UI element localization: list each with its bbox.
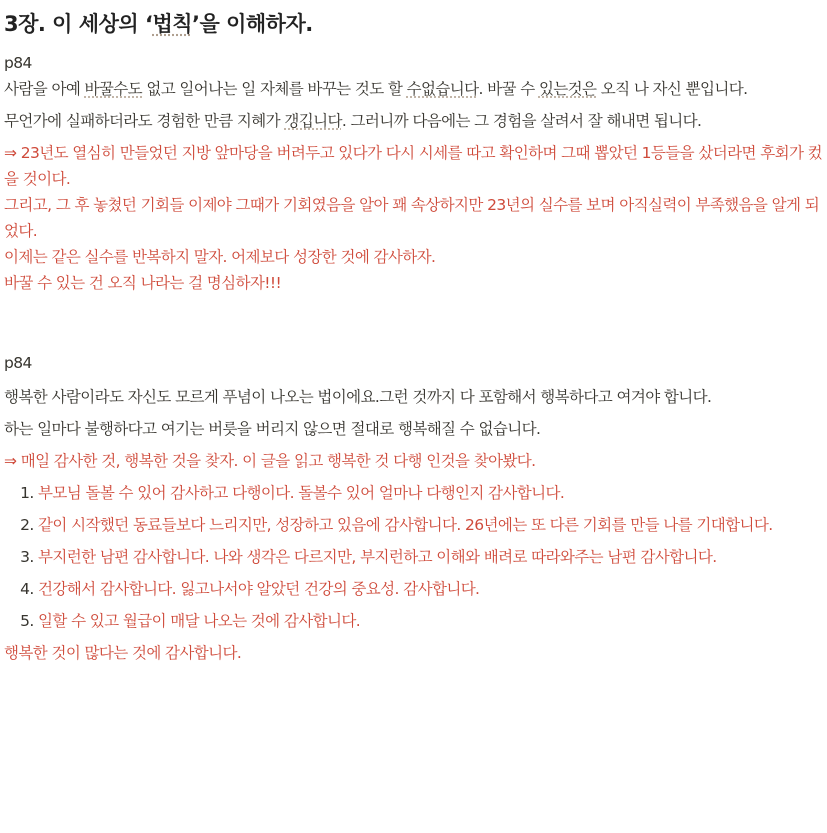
page-reference-1: p84: [4, 54, 32, 72]
chapter-title: [4, 10, 823, 38]
quote-line-2: 무언가에 실패하더라도 경험한 만큼 지혜가 갱깁니다. 그러니까 다음에는 그 경험을 살려서 잘 해내면 됩니다.: [4, 112, 702, 130]
list-item: 5. 일할 수 있고 월급이 매달 나오는 것에 감사합니다.: [38, 608, 823, 634]
section-spacer: [4, 296, 823, 350]
list-item: 4. 건강해서 감사합니다. 잃고나서야 알았던 건강의 중요성. 감사합니다.: [38, 576, 823, 602]
title-text-start: 3장. 이 세상의 ‘: [4, 12, 153, 36]
quote-line-3: 행복한 사람이라도 자신도 모르게 푸념이 나오는 법이에요.그런 것까지 다 포함해서 행복하다고 여겨야 합니다.: [4, 388, 712, 406]
list-item: 3. 부지런한 남편 감사합니다. 나와 생각은 다르지만, 부지런하고 이해와 배려로 따라와주는 남편 감사합니다.: [38, 544, 823, 570]
page-reference-2: p84: [4, 354, 32, 372]
reflection-note-4: 바꿀 수 있는 건 오직 나라는 걸 명심하자!!!: [4, 274, 282, 292]
reflection-note-1: ⇒ 23년도 열심히 만들었던 지방 앞마당을 버려두고 있다가 다시 시세를 따고 확인하며 그때 뽑았던 1등들을 샀더라면 후회가 컸을 것이다.: [4, 144, 823, 188]
reflection-note-2: 그리고, 그 후 놓쳤던 기회들 이제야 그때가 기회였음을 알아 꽤 속상하지만 23년의 실수를 보며 아직실력이 부족했음을 알게 되었다.: [4, 196, 820, 240]
quote-line-4: 하는 일마다 불행하다고 여기는 버릇을 버리지 않으면 절대로 행복해질 수 없습니다.: [4, 420, 541, 438]
closing-note: 행복한 것이 많다는 것에 감사합니다.: [4, 644, 242, 662]
quote-line-1: 사람을 아예 바꿀수도 없고 일어나는 일 자체를 바꾸는 것도 할 수없습니다. 바꿀 수 있는것은 오직 나 자신 뿐입니다.: [4, 80, 748, 98]
gratitude-intro-note: ⇒ 매일 감사한 것, 행복한 것을 찾자. 이 글을 읽고 행복한 것 다행 인것을 찾아봤다.: [4, 452, 536, 470]
list-item: 1. 부모님 돌볼 수 있어 감사하고 다행이다. 돌볼수 있어 얼마나 다행인지 감사합니다.: [38, 480, 823, 506]
reflection-note-3: 이제는 같은 실수를 반복하지 말자. 어제보다 성장한 것에 감사하자.: [4, 248, 436, 266]
gratitude-list: [4, 480, 823, 634]
title-text-end: ’을 이해하자.: [192, 12, 313, 36]
list-item: 2. 같이 시작했던 동료들보다 느리지만, 성장하고 있음에 감사합니다. 26년에는 또 다른 기회를 만들 나를 기대합니다.: [38, 512, 823, 538]
title-highlight-word: 법칙: [152, 12, 193, 36]
